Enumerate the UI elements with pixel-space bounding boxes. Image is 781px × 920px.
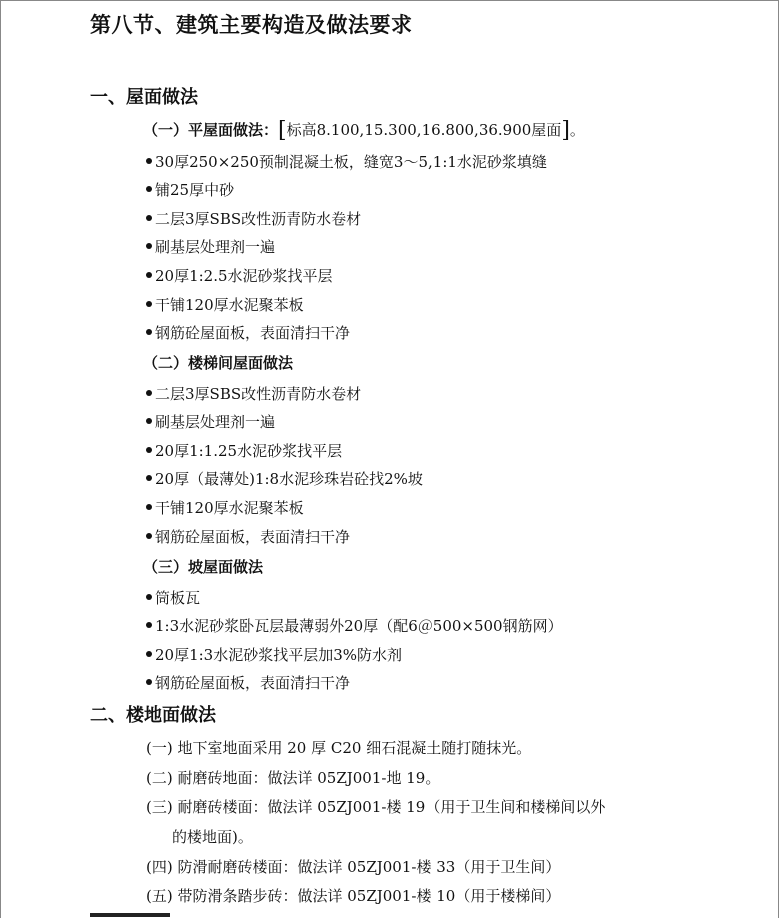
bullet-icon (146, 243, 152, 249)
list-item: 20厚1:1.25水泥砂浆找平层 (146, 440, 342, 462)
flat-roof-heading-text: （一）平屋面做法： (143, 121, 279, 139)
subsection-flat-roof-heading (143, 119, 585, 142)
bullet-icon (146, 301, 152, 307)
floor-paragraph: (四) 防滑耐磨砖楼面：做法详 05ZJ001-楼 33（用于卫生间） (146, 858, 561, 876)
bullet-icon (146, 215, 152, 221)
list-item: 20厚（最薄处)1:8水泥珍珠岩砼找2%坡 (146, 468, 423, 490)
bullet-icon (146, 504, 152, 510)
list-item: 钢筋砼屋面板，表面清扫干净 (146, 322, 350, 344)
period-mark: 。 (569, 121, 585, 139)
list-item: 20厚1:2.5水泥砂浆找平层 (146, 265, 333, 287)
floor-paragraph: (五) 带防滑条踏步砖：做法详 05ZJ001-楼 10（用于楼梯间） (146, 887, 561, 905)
list-item: 20厚1:3水泥砂浆找平层加3%防水剂 (146, 644, 402, 666)
list-item: 钢筋砼屋面板，表面清扫干净 (146, 526, 350, 548)
cropped-next-heading (90, 913, 180, 920)
floor-paragraph: (三) 耐磨砖楼面：做法详 05ZJ001-楼 19（用于卫生间和楼梯间以外 (146, 798, 606, 816)
bullet-icon (146, 329, 152, 335)
bullet-icon (146, 447, 152, 453)
bullet-icon (146, 475, 152, 481)
subsection-pitched-roof-heading: （三）坡屋面做法 (143, 558, 264, 576)
list-item: 刷基层处理剂一遍 (146, 236, 275, 258)
bullet-icon (146, 418, 152, 424)
bullet-icon (146, 390, 152, 396)
page-title: 第八节、建筑主要构造及做法要求 (90, 13, 413, 37)
list-item: 钢筋砼屋面板，表面清扫干净 (146, 672, 350, 694)
section-floor-heading: 二、楼地面做法 (90, 705, 216, 726)
left-bracket-icon: [ (278, 118, 287, 143)
bullet-icon (146, 272, 152, 278)
bullet-icon (146, 158, 152, 164)
list-item: 刷基层处理剂一遍 (146, 411, 275, 433)
list-item: 1:3水泥砂浆卧瓦层最薄弱外20厚（配6＠500×500钢筋网） (146, 615, 563, 637)
subsection-stair-roof-heading: （二）楼梯间屋面做法 (143, 354, 294, 372)
list-item: 30厚250×250预制混凝土板，缝宽3～5,1:1水泥砂浆填缝 (146, 151, 547, 173)
bullet-icon (146, 622, 152, 628)
bullet-icon (146, 594, 152, 600)
list-item: 干铺120厚水泥聚苯板 (146, 497, 304, 519)
right-bracket-icon: ] (561, 118, 570, 143)
bullet-icon (146, 651, 152, 657)
list-item: 筒板瓦 (146, 587, 200, 609)
floor-paragraph-continuation: 的楼地面)。 (172, 828, 253, 846)
elevation-note: 标高8.100,15.300,16.800,36.900屋面 (286, 121, 562, 139)
list-item: 铺25厚中砂 (146, 179, 234, 201)
floor-paragraph: (一) 地下室地面采用 20 厚 C20 细石混凝土随打随抹光。 (146, 739, 532, 757)
list-item: 干铺120厚水泥聚苯板 (146, 294, 304, 316)
list-item: 二层3厚SBS改性沥青防水卷材 (146, 208, 361, 230)
floor-paragraph: (二) 耐磨砖地面：做法详 05ZJ001-地 19。 (146, 769, 441, 787)
bullet-icon (146, 186, 152, 192)
section-roof-heading: 一、屋面做法 (90, 87, 198, 108)
bullet-icon (146, 533, 152, 539)
bullet-icon (146, 679, 152, 685)
list-item: 二层3厚SBS改性沥青防水卷材 (146, 383, 361, 405)
